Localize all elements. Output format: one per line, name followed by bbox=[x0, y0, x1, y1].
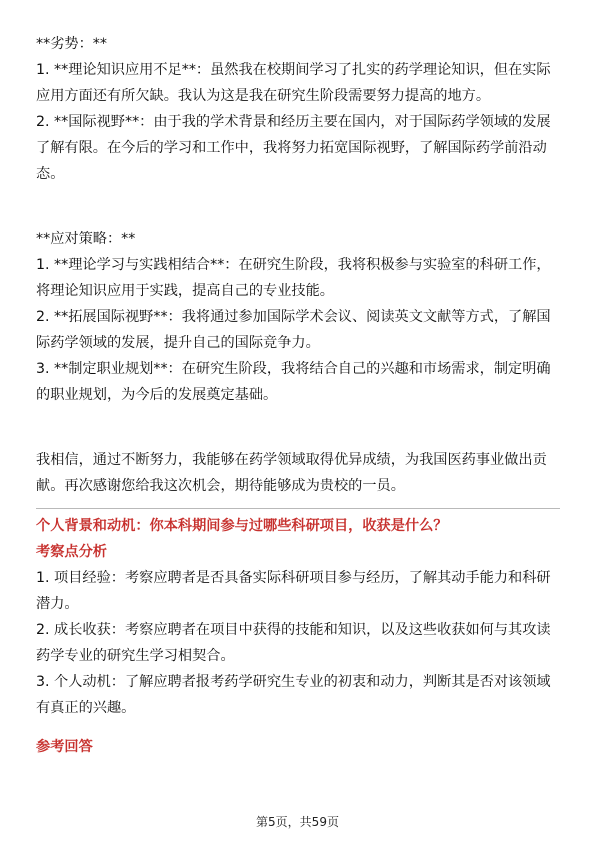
analysis-point-1-line-1: 1. 项目经验：考察应聘者是否具备实际科研项目参与经历，了解其动手能力和科研 bbox=[36, 570, 551, 586]
analysis-heading: 考察点分析 bbox=[36, 544, 107, 560]
section-divider bbox=[36, 508, 560, 509]
weakness-heading: **劣势：** bbox=[36, 36, 107, 52]
closing-line-2: 献。再次感谢您给我这次机会，期待能够成为贵校的一员。 bbox=[36, 478, 405, 494]
strategy-item-1-line-2: 将理论知识应用于实践，提高自己的专业技能。 bbox=[36, 283, 334, 299]
strategy-item-3-line-1: 3. **制定职业规划**：在研究生阶段，我将结合自己的兴趣和市场需求，制定明确 bbox=[36, 361, 551, 377]
page-number-footer: 第5页，共59页 bbox=[256, 815, 339, 829]
question-title: 个人背景和动机：你本科期间参与过哪些科研项目，收获是什么？ bbox=[36, 518, 448, 534]
strategy-item-3-line-2: 的职业规划，为今后的发展奠定基础。 bbox=[36, 387, 278, 403]
strategy-item-1-line-1: 1. **理论学习与实践相结合**：在研究生阶段，我将积极参与实验室的科研工作， bbox=[36, 257, 551, 273]
weakness-item-1-line-1: 1. **理论知识应用不足**：虽然我在校期间学习了扎实的药学理论知识，但在实际 bbox=[36, 62, 551, 78]
weakness-item-2-line-3: 态。 bbox=[36, 166, 65, 182]
answer-heading: 参考回答 bbox=[36, 739, 93, 755]
paragraph-spacer bbox=[36, 187, 560, 213]
analysis-point-3-line-2: 有真正的兴趣。 bbox=[36, 700, 136, 716]
weakness-item-1-line-2: 应用方面还有所欠缺。我认为这是我在研究生阶段需要努力提高的地方。 bbox=[36, 88, 491, 104]
weakness-item-2-line-2: 了解有限。在今后的学习和工作中，我将努力拓宽国际视野，了解国际药学前沿动 bbox=[36, 140, 547, 156]
paragraph-spacer bbox=[36, 721, 560, 734]
strategy-item-2-line-1: 2. **拓展国际视野**：我将通过参加国际学术会议、阅读英文文献等方式，了解国 bbox=[36, 309, 551, 325]
paragraph-spacer bbox=[36, 213, 560, 226]
analysis-point-1-line-2: 潜力。 bbox=[36, 596, 79, 612]
analysis-point-2-line-2: 药学专业的研究生学习相契合。 bbox=[36, 648, 235, 664]
document-page bbox=[36, 31, 560, 760]
strategy-item-2-line-2: 际药学领域的发展，提升自己的国际竞争力。 bbox=[36, 335, 320, 351]
paragraph-spacer bbox=[36, 434, 560, 447]
analysis-point-3-line-1: 3. 个人动机：了解应聘者报考药学研究生专业的初衷和动力，判断其是否对该领域 bbox=[36, 674, 551, 690]
paragraph-spacer bbox=[36, 408, 560, 434]
closing-line-1: 我相信，通过不断努力，我能够在药学领域取得优异成绩，为我国医药事业做出贡 bbox=[36, 452, 547, 468]
weakness-item-2-line-1: 2. **国际视野**：由于我的学术背景和经历主要在国内，对于国际药学领域的发展 bbox=[36, 114, 551, 130]
strategy-heading: **应对策略：** bbox=[36, 231, 136, 247]
analysis-point-2-line-1: 2. 成长收获：考察应聘者在项目中获得的技能和知识，以及这些收获如何与其攻读 bbox=[36, 622, 551, 638]
